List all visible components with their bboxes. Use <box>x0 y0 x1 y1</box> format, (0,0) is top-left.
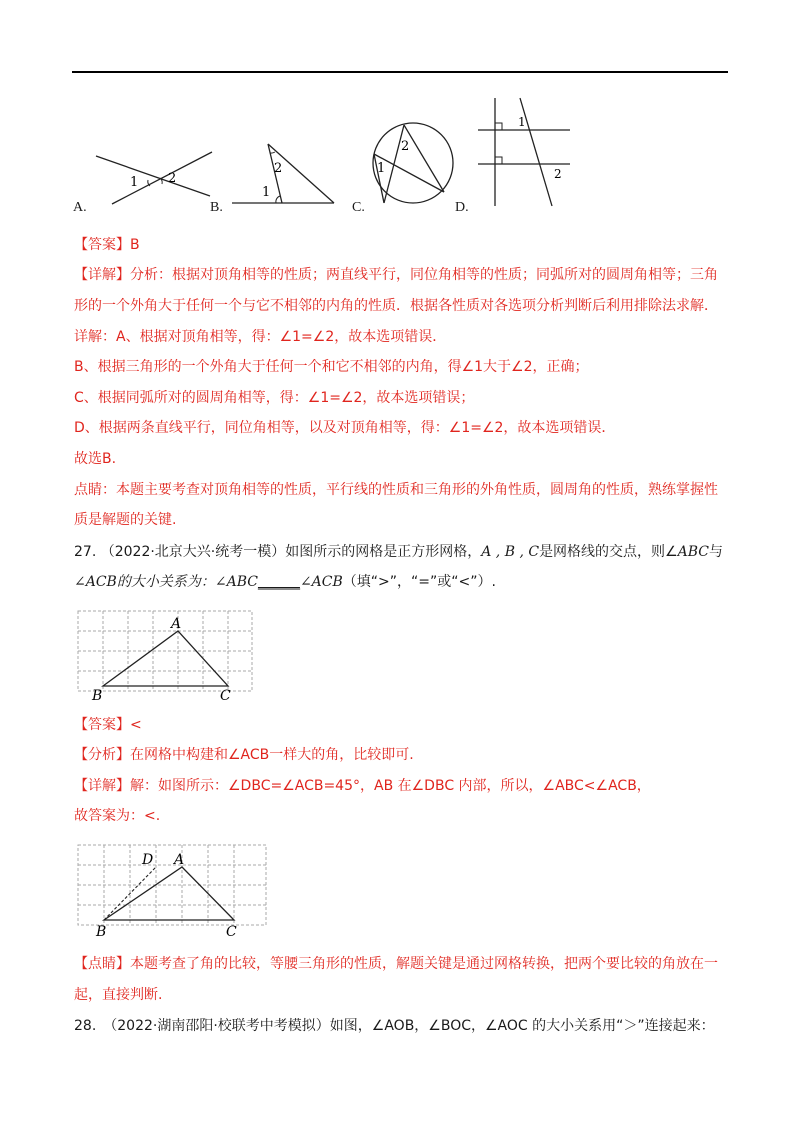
q27-angle-part-1: ∠ACB的大小关系为：∠ <box>74 574 227 590</box>
angle-2-label: 2 <box>401 139 410 154</box>
point-a-label: A <box>171 616 182 632</box>
q26-detail-line-2: 形的一个外角大于任何一个与它不相邻的内角的性质．根据各性质对各选项分析判断后利用排除法求解． <box>74 298 718 314</box>
angle-2-label: 2 <box>274 161 283 176</box>
option-c-figure <box>368 120 460 206</box>
option-a-label: A. <box>73 200 87 215</box>
q26-detail-line-4: B、根据三角形的一个外角大于任何一个和它不相邻的内角，得∠1大于∠2，正确； <box>74 359 589 375</box>
angle-1-label: 1 <box>262 185 271 200</box>
point-d-label: D <box>142 852 154 868</box>
q27-blank: ______ <box>257 574 300 590</box>
option-b-figure <box>230 140 338 208</box>
q27-conclusion: 故答案为：<. <box>74 808 161 824</box>
q27-text-b: 与 <box>709 544 723 560</box>
q27-number: 27. <box>74 544 97 560</box>
q27-angle-acb: ∠ACB <box>299 574 343 590</box>
header-rule <box>72 71 728 73</box>
q27-source: （2022·北京大兴·统考一模）如图所示的网格是正方形网格， <box>100 544 482 560</box>
q27-answer: 【答案】< <box>74 717 142 733</box>
q26-comment-line-1: 点睛：本题主要考查对顶角相等的性质，平行线的性质和三角形的外角性质，圆周角的性质，熟练掌握性 <box>74 482 718 498</box>
q26-detail-line-6: D、根据两条直线平行，同位角相等，以及对顶角相等，得：∠1=∠2，故本选项错误． <box>74 420 616 436</box>
option-b-label: B. <box>210 200 223 215</box>
angle-2-label: 2 <box>168 171 177 186</box>
q27-text-a: 是网格线的交点，则∠ <box>539 544 678 560</box>
q27-detail: 【详解】解：如图所示：∠DBC=∠ACB=45°，AB 在∠DBC 内部，所以，∠ABC<∠ACB， <box>74 778 651 794</box>
q28-question: 28. （2022·湖南邵阳·校联考中考模拟）如图，∠AOB，∠BOC，∠AOC 的大小关系用“＞”连接起来： <box>74 1018 715 1034</box>
q27-solution-grid-figure <box>74 842 270 938</box>
q26-detail-line-3: 详解：A、根据对顶角相等，得：∠1=∠2，故本选项错误． <box>74 329 447 345</box>
option-c-label: C. <box>352 200 365 215</box>
q26-detail-line-7: 故选B. <box>74 451 117 467</box>
q27-comment-line-2: 起，直接判断. <box>74 987 163 1003</box>
q27-grid-figure <box>72 606 262 702</box>
q27-question-line-2 <box>74 572 496 592</box>
q27-points: A , B , C <box>481 544 540 560</box>
point-b-label: B <box>96 924 107 938</box>
point-c-label: C <box>220 688 231 702</box>
q26-comment-line-2: 质是解题的关键. <box>74 512 177 528</box>
q27-question-line-1 <box>74 542 723 562</box>
point-a-label: A <box>174 852 185 868</box>
option-d-label: D. <box>455 200 469 215</box>
angle-1-label: 1 <box>130 175 139 190</box>
q27-angle-abc-2: ABC <box>226 574 258 590</box>
point-b-label: B <box>92 688 103 702</box>
angle-1-label: 1 <box>377 161 386 176</box>
q26-detail-line-5: C、根据同弧所对的圆周角相等，得：∠1=∠2，故本选项错误； <box>74 390 475 406</box>
angle-1-label: 1 <box>518 115 526 129</box>
option-d-figure <box>476 96 572 208</box>
q26-detail-line-1: 【详解】分析：根据对顶角相等的性质；两直线平行，同位角相等的性质；同弧所对的圆周角相等；三角 <box>74 267 718 283</box>
q27-comment-line-1: 【点睛】本题考查了角的比较，等腰三角形的性质，解题关键是通过网格转换，把两个要比较的角放在一 <box>74 956 718 972</box>
angle-2-label: 2 <box>554 167 562 181</box>
q27-analysis: 【分析】在网格中构建和∠ACB一样大的角，比较即可. <box>74 747 414 763</box>
option-a-figure <box>92 148 214 210</box>
point-c-label: C <box>226 924 237 938</box>
q27-fill-instruction: （填“>”，“=”或“<”）. <box>342 574 496 590</box>
q27-angle-abc: ABC <box>677 544 709 560</box>
q26-answer: 【答案】B <box>74 237 140 253</box>
